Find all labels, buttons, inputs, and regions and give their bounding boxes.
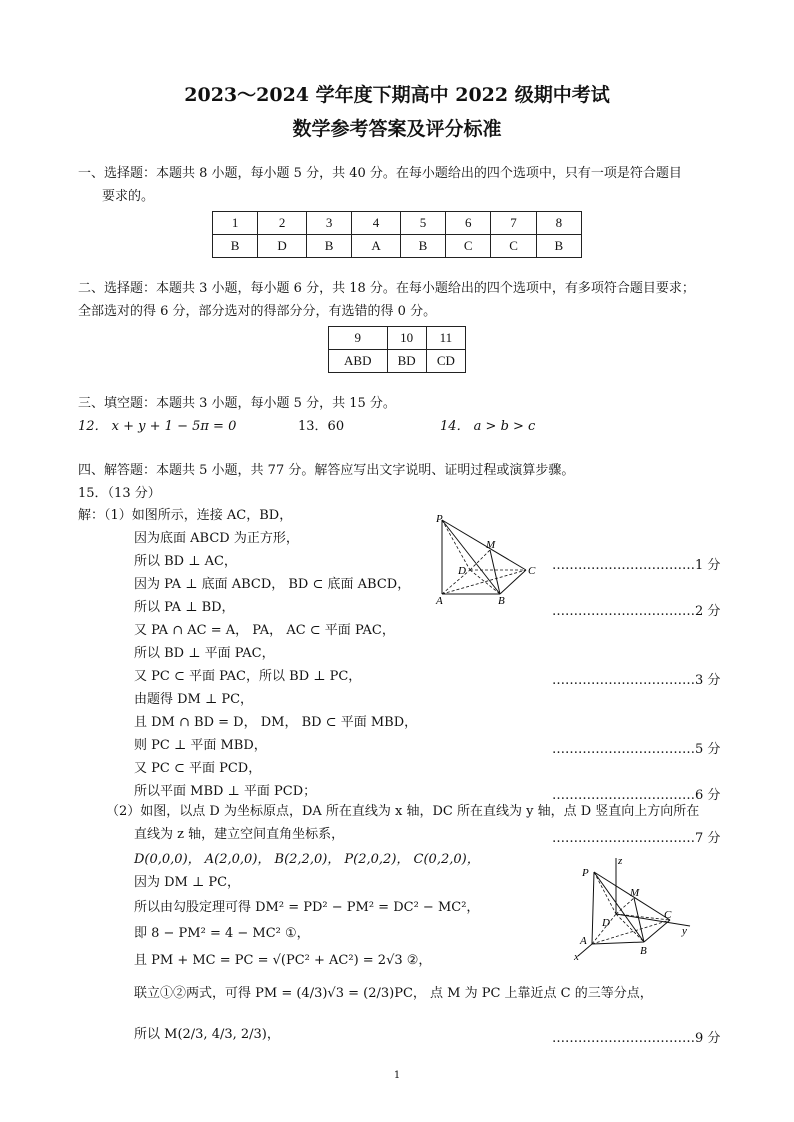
label-M: M: [630, 887, 640, 899]
solution-line: 因为 PA ⊥ 底面 ABCD， BD ⊂ 底面 ABCD，: [134, 577, 411, 592]
solution-line: 所以 PA ⊥ BD，: [134, 600, 235, 615]
pyramid-figure-1: [430, 512, 550, 612]
score-marker: ……………………………7 分: [552, 831, 721, 846]
table-cell: 9: [329, 327, 388, 350]
table-row: [329, 350, 466, 373]
solution-line: 所以 BD ⊥ 平面 PAC，: [134, 646, 275, 661]
edge-PD: [442, 520, 470, 570]
answer-12: 12． x + y + 1 − 5π = 0: [78, 419, 237, 434]
table-cell: B: [306, 235, 351, 258]
label-A: A: [580, 935, 587, 947]
solution-line: 解：（1）如图所示，连接 AC，BD，: [78, 508, 293, 523]
answer-13: 13．60: [298, 419, 345, 434]
label-C: C: [528, 565, 536, 577]
label-B: B: [498, 595, 505, 607]
page-number: 1: [393, 1070, 401, 1081]
solution-line: 所以 M(2/3, 4/3, 2/3)，: [134, 1027, 280, 1042]
score-marker: ……………………………5 分: [552, 742, 721, 757]
solution-line: 即 8 − PM² = 4 − MC² ①，: [134, 926, 310, 941]
sec2-intro-line2: 全部选对的得 6 分，部分选对的得部分分，有选错的得 0 分。: [78, 304, 437, 319]
edge-BC: [644, 920, 670, 942]
table-cell: C: [491, 235, 536, 258]
edge-PC: [442, 520, 526, 570]
edge-PA: [592, 872, 594, 944]
label-P: P: [582, 867, 589, 879]
edge-AB: [592, 942, 644, 944]
sec1-intro-line2: 要求的。: [102, 189, 155, 204]
table-cell: 6: [446, 212, 491, 235]
table-cell: 8: [536, 212, 581, 235]
score-marker: ……………………………2 分: [552, 604, 721, 619]
label-C: C: [664, 909, 672, 921]
table-cell: B: [213, 235, 258, 258]
table-row: [213, 235, 582, 258]
table-cell: B: [400, 235, 445, 258]
table-cell: D: [258, 235, 307, 258]
sec2-answer-table: [328, 326, 466, 373]
table-cell: A: [352, 235, 401, 258]
sec2-intro-line1: 二、选择题：本题共 3 小题，每小题 6 分，共 18 分。在每小题给出的四个选项中，有多项符合题目要求；: [78, 281, 695, 296]
label-y: y: [682, 925, 687, 937]
table-header-row: [213, 212, 582, 235]
label-z: z: [618, 855, 623, 867]
y-axis: [616, 914, 690, 926]
solution-line: 因为 DM ⊥ PC，: [134, 875, 241, 890]
label-B: B: [640, 945, 647, 957]
solution-line: （2）如图，以点 D 为坐标原点，DA 所在直线为 x 轴，DC 所在直线为 y 轴，点 D 竖直向上方向所在: [106, 804, 700, 819]
score-marker: ……………………………6 分: [552, 788, 721, 803]
solution-line: 且 DM ∩ BD = D， DM， BD ⊂ 平面 MBD，: [134, 715, 418, 730]
table-cell: 10: [387, 327, 426, 350]
table-cell: ABD: [329, 350, 388, 373]
sec4-intro: 四、解答题：本题共 5 小题，共 77 分。解答应写出文字说明、证明过程或演算步骤。: [78, 463, 575, 478]
answer-14: 14． a > b > c: [440, 419, 536, 434]
label-A: A: [436, 595, 443, 607]
solution-line: D(0,0,0)， A(2,0,0)， B(2,2,0)， P(2,0,2)， C(0,2,0)，: [134, 852, 480, 867]
solution-line: 所以 BD ⊥ AC，: [134, 554, 237, 569]
edge-PD: [594, 872, 616, 914]
solution-line: 则 PC ⊥ 平面 MBD，: [134, 738, 267, 753]
table-header-row: [329, 327, 466, 350]
table-cell: 5: [400, 212, 445, 235]
label-M: M: [486, 539, 496, 551]
pyramid-figure-2: [572, 852, 702, 962]
table-cell: C: [446, 235, 491, 258]
question-15-header: 15．（13 分）: [78, 486, 161, 501]
solution-line: 联立①②两式，可得 PM = (4/3)√3 = (2/3)PC， 点 M 为 PC 上靠近点 C 的三等分点，: [134, 986, 653, 1001]
sec1-answer-table: [212, 211, 582, 258]
table-cell: BD: [387, 350, 426, 373]
table-cell: 7: [491, 212, 536, 235]
label-D: D: [602, 917, 610, 929]
page-subtitle: 数学参考答案及评分标准: [292, 118, 502, 140]
page-title: 2023～2024 学年度下期高中 2022 级期中考试: [184, 84, 610, 106]
sec1-intro-line1: 一、选择题：本题共 8 小题，每小题 5 分，共 40 分。在每小题给出的四个选项中，只有一项是符合题目: [78, 166, 682, 181]
table-cell: 4: [352, 212, 401, 235]
solution-line: 又 PA ∩ AC = A， PA， AC ⊂ 平面 PAC，: [134, 623, 395, 638]
solution-line: 所以平面 MBD ⊥ 平面 PCD；: [134, 784, 317, 799]
solution-line: 且 PM + MC = PC = √(PC² + AC²) = 2√3 ②，: [134, 953, 432, 968]
label-P: P: [436, 513, 443, 525]
solution-line: 所以由勾股定理可得 DM² = PD² − PM² = DC² − MC²，: [134, 900, 480, 915]
solution-line: 又 PC ⊂ 平面 PCD，: [134, 761, 262, 776]
label-D: D: [458, 565, 466, 577]
table-cell: B: [536, 235, 581, 258]
score-marker: ……………………………3 分: [552, 673, 721, 688]
table-cell: 1: [213, 212, 258, 235]
score-marker: ……………………………9 分: [552, 1031, 721, 1046]
table-cell: 3: [306, 212, 351, 235]
table-cell: CD: [426, 350, 465, 373]
sec3-intro: 三、填空题：本题共 3 小题，每小题 5 分，共 15 分。: [78, 396, 396, 411]
solution-line: 因为底面 ABCD 为正方形，: [134, 531, 299, 546]
table-cell: 2: [258, 212, 307, 235]
solution-line: 直线为 z 轴，建立空间直角坐标系，: [134, 827, 345, 842]
table-cell: 11: [426, 327, 465, 350]
solution-line: 由题得 DM ⊥ PC，: [134, 692, 254, 707]
label-x: x: [574, 951, 579, 962]
score-marker: ……………………………1 分: [552, 558, 721, 573]
edge-BC: [500, 570, 526, 594]
solution-line: 又 PC ⊂ 平面 PAC，所以 BD ⊥ PC，: [134, 669, 362, 684]
